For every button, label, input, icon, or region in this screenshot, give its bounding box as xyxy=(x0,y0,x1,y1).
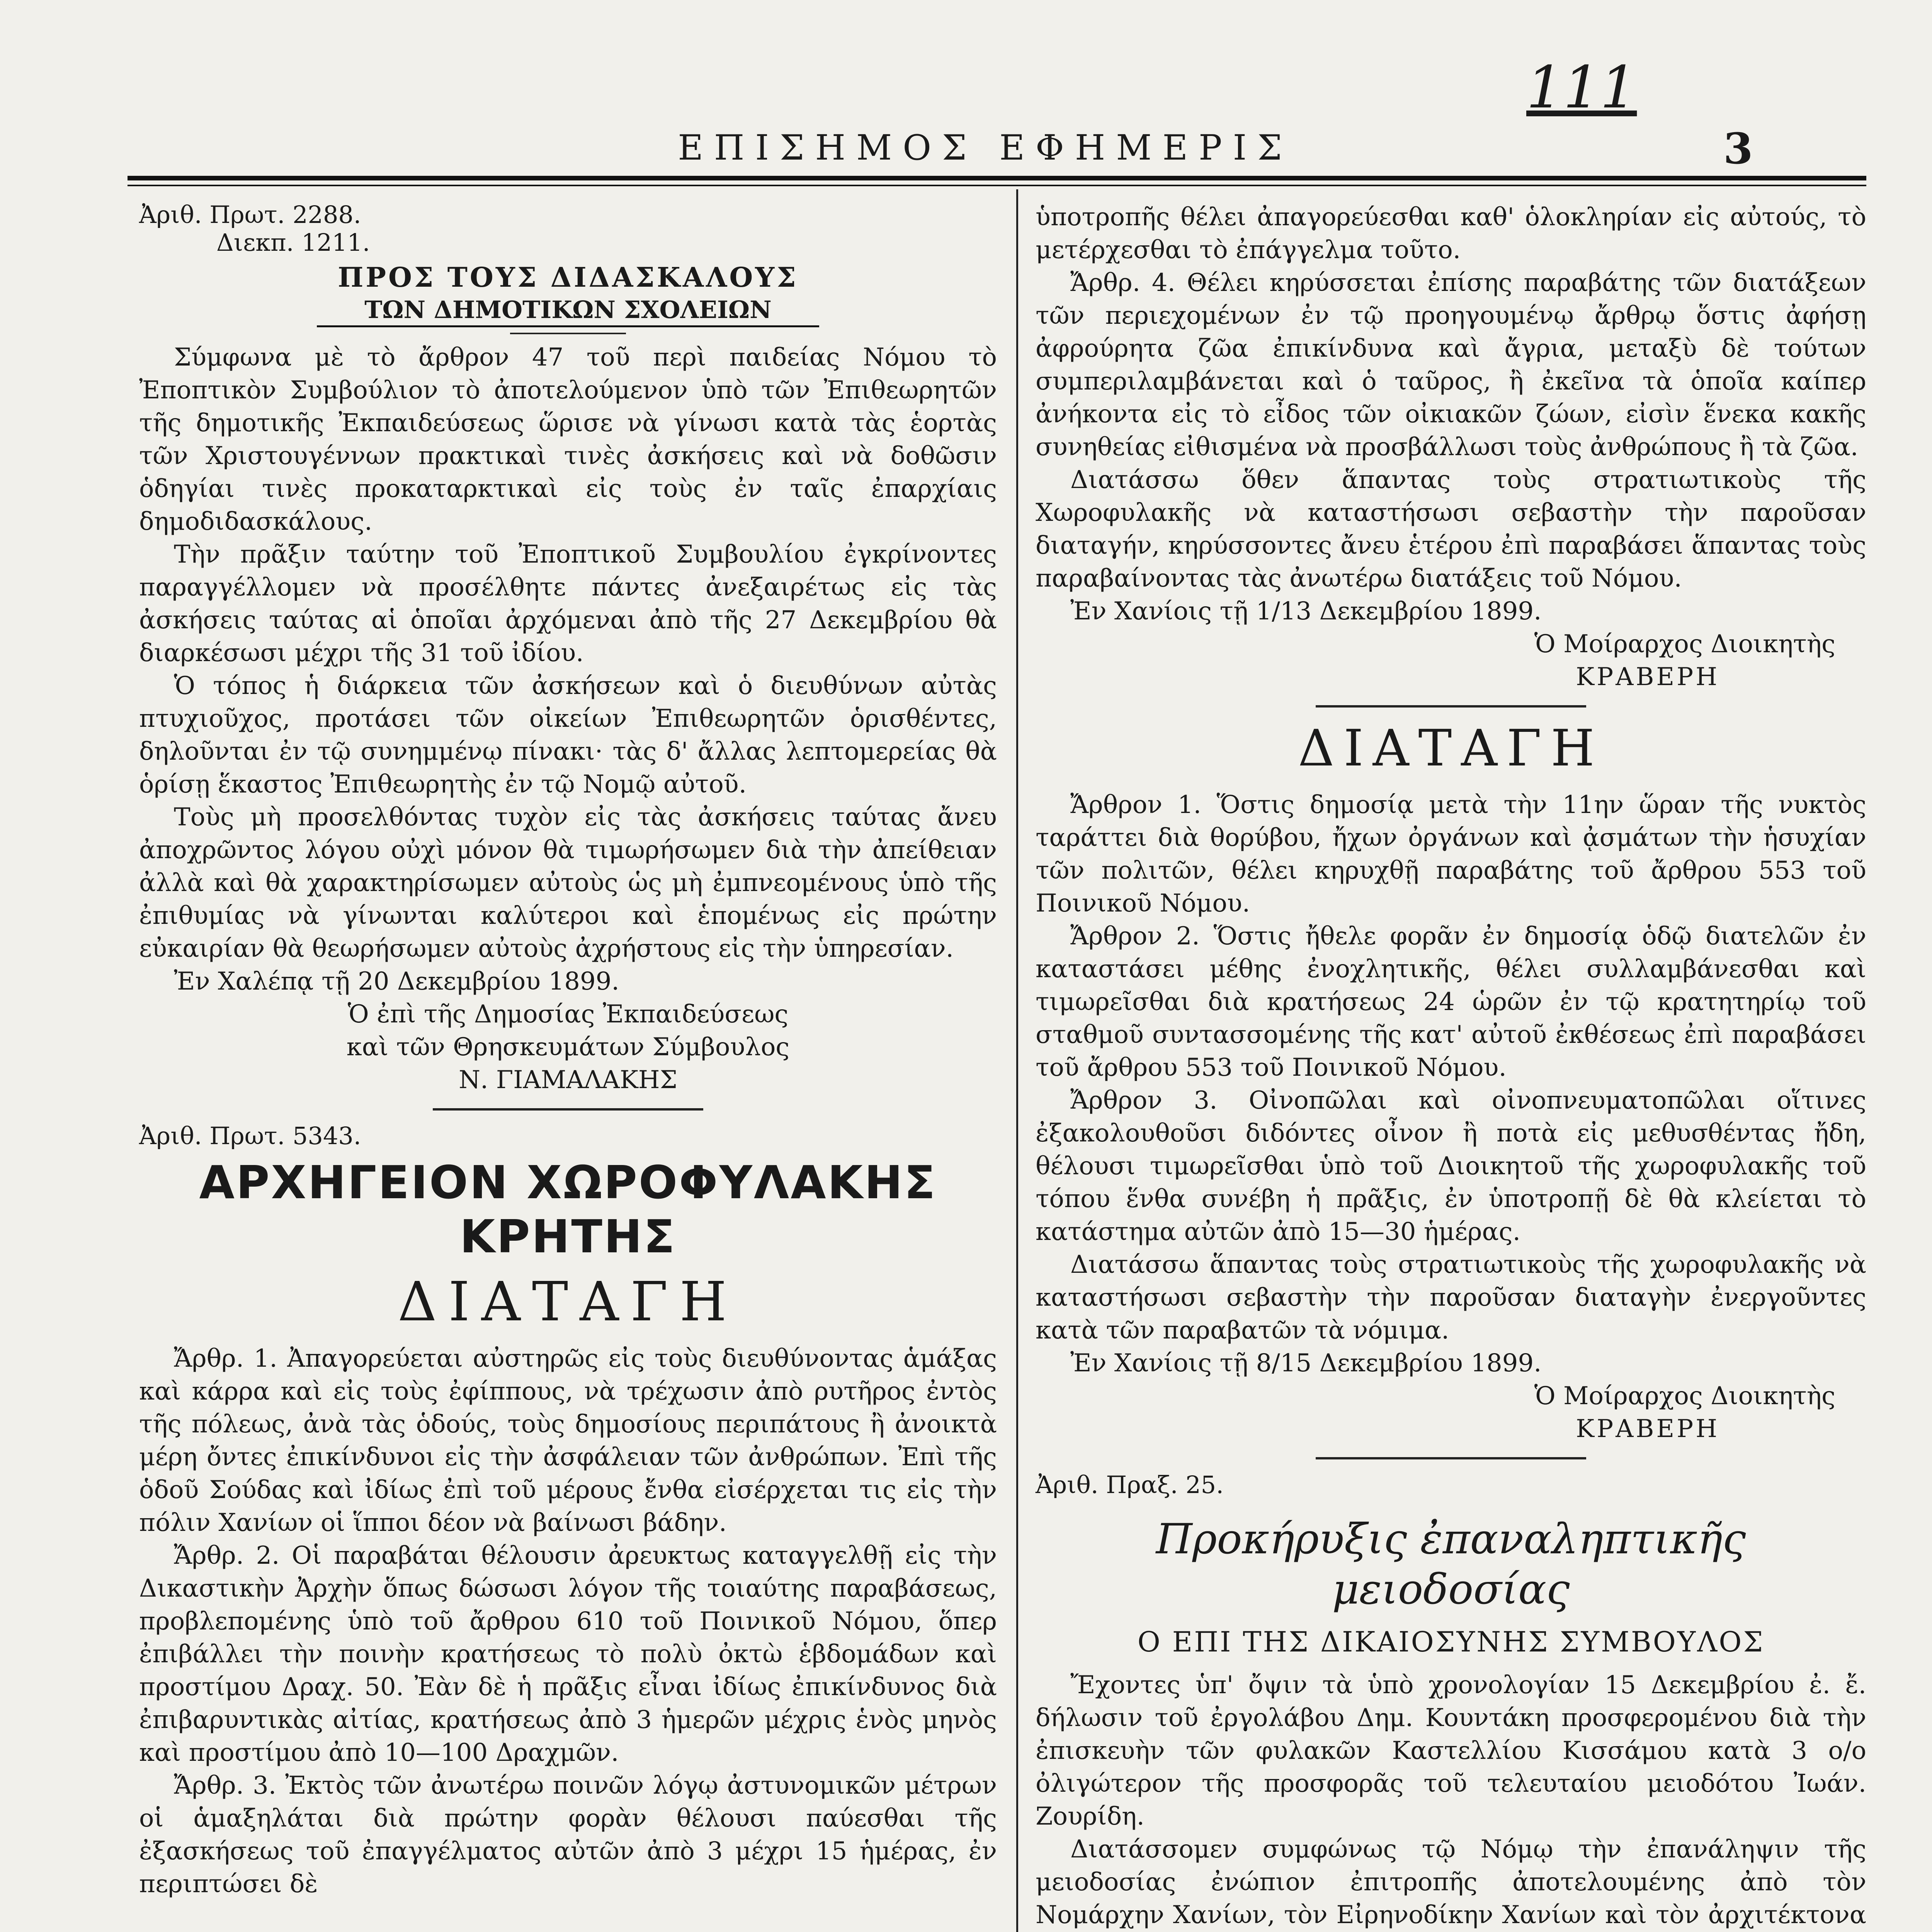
article: Ἄρθρον 2. Ὅστις ἤθελε φορᾶν ἐν δημοσίᾳ ὁδῷ διατελῶν ἐν καταστάσει μέθης ἐνοχλητικῆς, θέλει συλλαμβάνεσθαι καὶ τιμωρεῖσθαι διὰ κρατήσεως 24 ὡρῶν ἐν τῷ κρατητηρίῳ τοῦ σταθμοῦ συντασσομένης τῆς κατ' αὐτοῦ ἐκθέσεως ἐπὶ παραβάσει τοῦ ἄρθρου 553 τοῦ Ποινικοῦ Νόμου. xyxy=(1036,922,1866,1082)
newspaper-title: ΕΠΙΣΗΜΟΣ ΕΦΗΜΕΡΙΣ xyxy=(678,128,1293,168)
signature-place-date: Ἐν Χαλέπᾳ τῇ 20 Δεκεμβρίου 1899. xyxy=(174,967,619,996)
right-column xyxy=(1036,201,1866,1932)
order-title: ΔΙΑΤΑΓΗ xyxy=(398,1270,738,1333)
signature-title: Ὁ Μοίραρχος Διοικητὴς xyxy=(1534,630,1835,658)
paragraph: Τοὺς μὴ προσελθόντας τυχὸν εἰς τὰς ἀσκήσεις ταύτας ἄνευ ἀποχρῶντος λόγου οὐχὶ μόνον θὰ τιμωρήσωμεν διὰ τὴν ἀπείθειαν ἀλλὰ καὶ θὰ χαρακτηρίσωμεν αὐτοὺς ὡς μὴ ἐμπνεομένους ὑπὸ τῆς ἐπιθυμίας νὰ γίνωνται καλύτεροι καὶ ἑπομένως εἰς πρώτην εὐκαιρίαν θὰ θεωρήσωμεν αὐτοὺς ἀχρήστους εἰς τὴν ὑπηρεσίαν. xyxy=(139,803,997,963)
signature-name: ΚΡΑΒΕΡΗ xyxy=(1576,663,1719,691)
gendarmerie-banner: ΑΡΧΗΓΕΙΟΝ ΧΩΡΟΦΥΛΑΚΗΣ ΚΡΗΤΗΣ xyxy=(199,1156,937,1263)
announcement-issuer: Ο ΕΠΙ ΤΗΣ ΔΙΚΑΙΟΣΥΝΗΣ ΣΥΜΒΟΥΛΟΣ xyxy=(1137,1626,1765,1658)
section-rule xyxy=(1316,1457,1586,1459)
paragraph: Ὁ τόπος ἡ διάρκεια τῶν ἀσκήσεων καὶ ὁ διευθύνων αὐτὰς πτυχιοῦχος, προτάσει τῶν οἰκείων Ἐπιθεωρητῶν ὁρισθέντες, δηλοῦνται ἐν τῷ συνημμένῳ πίνακι· τὰς δ' ἄλλας λεπτομερείας θὰ ὁρίσῃ ἕκαστος Ἐπιθεωρητὴς ἐν τῷ Νομῷ αὐτοῦ. xyxy=(139,672,997,799)
paragraph: Τὴν πρᾶξιν ταύτην τοῦ Ἐποπτικοῦ Συμβουλίου ἐγκρίνοντες παραγγέλλομεν νὰ προσέλθητε πάντες ἀνεξαιρέτως εἰς τὰς ἀσκήσεις ταύτας αἱ ὁποῖαι ἀρχόμεναι ἀπὸ τῆς 27 Δεκεμβρίου θὰ διαρκέσωσι μέχρι τῆς 31 τοῦ ἰδίου. xyxy=(139,540,997,667)
ref-dispatch: Διεκπ. 1211. xyxy=(216,228,370,257)
paragraph: Διατάσσομεν συμφώνως τῷ Νόμῳ τὴν ἐπανάληψιν τῆς μειοδοσίας ἐνώπιον ἐπιτροπῆς ἀποτελουμένης ἀπὸ τὸν Νομάρχην Χανίων, τὸν Εἰρηνοδίκην Χανίων καὶ τὸν ἀρχιτέκτονα xyxy=(1036,1835,1866,1929)
article: Ἄρθρ. 4. Θέλει κηρύσσεται ἐπίσης παραβάτης τῶν διατάξεων τῶν περιεχομένων ἐν τῷ προηγουμένῳ ἄρθρῳ ὅστις ἀφήσῃ ἀφρούρητα ζῶα ἐπικίνδυνα καὶ ἄγρια, μεταξὺ δὲ τούτων συμπεριλαμβάνεται καὶ ὁ ταῦρος, ἢ ἐκεῖνα τὰ ὁποῖα καίπερ ἀνήκοντα εἰς τὸ εἶδος τῶν οἰκιακῶν ζώων, εἰσὶν ἕνεκα κακῆς συνηθείας εἰθισμένα νὰ προσβάλλωσι τοὺς ἀνθρώπους ἢ τὰ ζῶα. xyxy=(1036,269,1866,461)
ref-protocol: Ἀριθ. Πρωτ. 2288. xyxy=(139,201,361,229)
column-divider xyxy=(1016,189,1018,1932)
paragraph: Ἔχοντες ὑπ' ὄψιν τὰ ὑπὸ χρονολογίαν 15 Δεκεμβρίου ἐ. ἔ. δήλωσιν τοῦ ἐργολάβου Δημ. Κουντάκη προσφερομένου διὰ τὴν ἐπισκευὴν τῶν φυλακῶν Καστελλίου Κισσάμου κατὰ 3 ο/ο ὀλιγώτερον τῆς προσφορᾶς τοῦ τελευταίου μειοδότου Ἰωάν. Ζουρίδη. xyxy=(1036,1671,1866,1831)
left-column xyxy=(139,201,997,1901)
article: Ἄρθρ. 3. Ἐκτὸς τῶν ἀνωτέρω ποινῶν λόγῳ ἀστυνομικῶν μέτρων οἱ ἁμαξηλάται διὰ πρώτην φορὰν θέλουσι παύεσθαι τῆς ἐξασκήσεως τοῦ ἐπαγγέλματος αὐτῶν ἀπὸ 3 μέχρι 15 ἡμέρας, ἐν περιπτώσει δὲ xyxy=(139,1771,997,1898)
header-rule-thick xyxy=(128,176,1866,180)
article: Ἄρθρον 1. Ὅστις δημοσίᾳ μετὰ τὴν 11ην ὥραν τῆς νυκτὸς ταράττει διὰ θορύβου, ἤχων ὀργάνων καὶ ᾀσμάτων τὴν ἡσυχίαν τῶν πολιτῶν, θέλει κηρυχθῇ παραβάτης τοῦ ἄρθρου 553 τοῦ Ποινικοῦ Νόμου. xyxy=(1036,791,1866,918)
section-rule xyxy=(433,1108,703,1111)
header-rule-thin xyxy=(128,185,1866,186)
announcement-title: Προκήρυξις ἐπαναληπτικῆς μειοδοσίας xyxy=(1156,1515,1746,1614)
notice-heading: ΠΡΟΣ ΤΟΥΣ ΔΙΔΑΣΚΑΛΟΥΣ xyxy=(338,261,798,293)
signature-name: Ν. ΓΙΑΜΑΛΑΚΗΣ xyxy=(459,1066,677,1094)
article: Ἄρθρ. 1. Ἀπαγορεύεται αὐστηρῶς εἰς τοὺς διευθύνοντας ἁμάξας καὶ κάρρα καὶ εἰς τοὺς ἐφίππους, νὰ τρέχωσιν ἀπὸ ρυτῆρος ἐντὸς τῆς πόλεως, ἀνὰ τὰς ὁδούς, τοὺς δημοσίους περιπάτους ἢ ἀνοικτὰ μέρη ὄντες ἐπικίνδυνοι εἰς τὴν ἀσφάλειαν τῶν ἀνθρώπων. Ἐπὶ τῆς ὁδοῦ Σούδας καὶ ἰδίως ἐπὶ τοῦ μέρους ἔνθα εἰσέρχεται τις εἰς τὴν πόλιν Χανίων οἱ ἵπποι δέον νὰ βαίνωσι βάδην. xyxy=(139,1344,997,1537)
signature-name: ΚΡΑΒΕΡΗ xyxy=(1576,1415,1719,1443)
folio-number: 111 xyxy=(1526,54,1637,121)
ornament-rule xyxy=(510,333,626,334)
paragraph-continued: ὑποτροπῆς θέλει ἀπαγορεύεσθαι καθ' ὁλοκληρίαν εἰς αὐτούς, τὸ μετέρχεσθαι τὸ ἐπάγγελμα τοῦτο. xyxy=(1036,203,1866,264)
notice-subheading: ΤΩΝ ΔΗΜΟΤΙΚΩΝ ΣΧΟΛΕΙΩΝ xyxy=(317,294,819,327)
signature-title: καὶ τῶν Θρησκευμάτων Σύμβουλος xyxy=(346,1033,790,1061)
order-title: ΔΙΑΤΑΓΗ xyxy=(1298,719,1604,777)
article: Ἄρθρον 3. Οἰνοπῶλαι καὶ οἰνοπνευματοπῶλαι οἵτινες ἐξακολουθοῦσι διδόντες οἶνον ἢ ποτὰ εἰς μεθυσθέντας ἤδη, θέλουσι τιμωρεῖσθαι ὑπὸ τοῦ Διοικητοῦ τῆς χωροφυλακῆς τοῦ τόπου ἕνθα συνέβη ἡ πρᾶξις, ἐν ὑποτροπῇ δὲ θὰ κλείεται τὸ κατάστημα αὐτῶν ἀπὸ 15—30 ἡμέρας. xyxy=(1036,1086,1866,1246)
page-number: 3 xyxy=(1723,124,1753,173)
article: Ἄρθρ. 2. Οἱ παραβάται θέλουσιν ἀρευκτως καταγγελθῇ εἰς τὴν Δικαστικὴν Ἀρχὴν ὅπως δώσωσι λόγον τῆς τοιαύτης παραβάσεως, προβλεπομένης ὑπὸ τοῦ ἄρθρου 610 τοῦ Ποινικοῦ Νόμου, ὅπερ ἐπιβάλλει τὴν ποινὴν κρατήσεως τὸ πολὺ ὀκτὼ ἑβδομάδων καὶ προστίμου Δραχ. 50. Ἐὰν δὲ ἡ πρᾶξις εἶναι ἰδίως ἐπικίνδυνος διὰ ἐπιβαρυντικὰς αἰτίας, κρατήσεως ἀπὸ 3 ἡμερῶν μέχρις ἑνὸς μηνὸς καὶ προστίμου ἀπὸ 10—100 Δραχμῶν. xyxy=(139,1541,997,1767)
paragraph: Διατάσσω ὅθεν ἅπαντας τοὺς στρατιωτικοὺς τῆς Χωροφυλακῆς νὰ καταστήσωσι σεβαστὴν τὴν παροῦσαν διαταγήν, κηρύσσοντες ἄνευ ἑτέρου ἐπὶ παραβάσει ἅπαντας τοὺς παραβαίνοντας τὰς ἀνωτέρω διατάξεις τοῦ Νόμου. xyxy=(1036,466,1866,593)
reference-number-3: Ἀριθ. Πραξ. 25. xyxy=(1036,1471,1224,1499)
reference-number-2: Ἀριθ. Πρωτ. 5343. xyxy=(139,1122,361,1150)
signature-title: Ὁ Μοίραρχος Διοικητὴς xyxy=(1534,1382,1835,1410)
signature-place-date: Ἐν Χανίοις τῇ 1/13 Δεκεμβρίου 1899. xyxy=(1070,597,1542,626)
signature-title: Ὁ ἐπὶ τῆς Δημοσίας Ἐκπαιδεύσεως xyxy=(347,1000,789,1029)
reference-number-1 xyxy=(139,201,997,257)
paragraph: Διατάσσω ἅπαντας τοὺς στρατιωτικοὺς τῆς χωροφυλακῆς νὰ καταστήσωσι σεβαστὴν τὴν παροῦσαν διαταγὴν ἐνεργοῦντες κατὰ τῶν παραβατῶν τὰ νόμιμα. xyxy=(1036,1250,1866,1345)
paragraph: Σύμφωνα μὲ τὸ ἄρθρον 47 τοῦ περὶ παιδείας Νόμου τὸ Ἐποπτικὸν Συμβούλιον τὸ ἀποτελούμενον ὑπὸ τῶν Ἐπιθεωρητῶν τῆς δημοτικῆς Ἐκπαιδεύσεως ὥρισε νὰ γίνωσι κατὰ τὰς ἑορτὰς τῶν Χριστουγέννων πρακτικαὶ τινὲς ἀσκήσεις καὶ νὰ δοθῶσιν ὁδηγίαι τινὲς προκαταρκτικαὶ εἰς τοὺς ἐν ταῖς ἐπαρχίαις δημοδιδασκάλους. xyxy=(139,343,997,536)
section-rule xyxy=(1316,705,1586,707)
signature-place-date: Ἐν Χανίοις τῇ 8/15 Δεκεμβρίου 1899. xyxy=(1070,1349,1542,1378)
